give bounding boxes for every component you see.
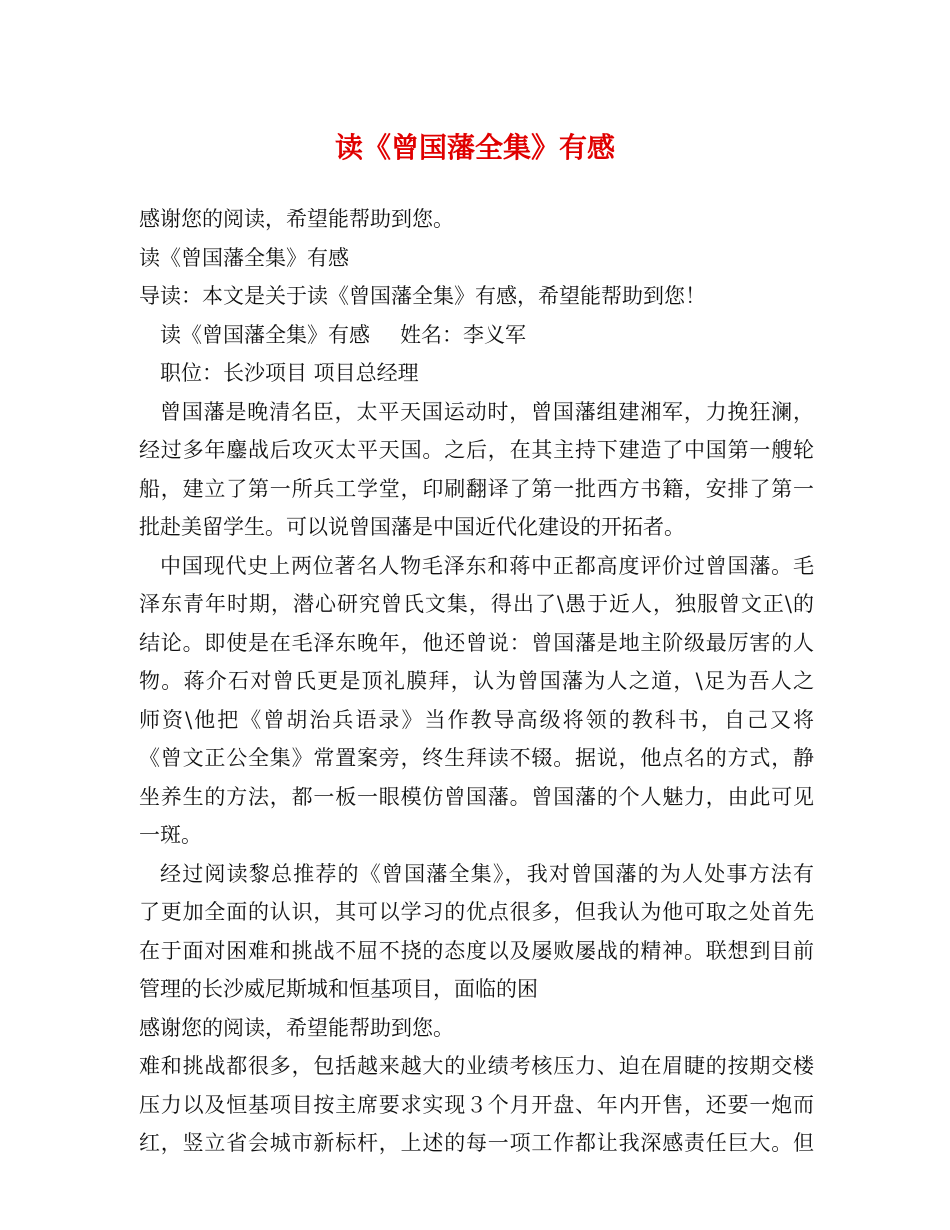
document-title: 读《曾国藩全集》有感 xyxy=(334,131,615,164)
paragraph-line: 曾国藩是晚清名臣，太平天国运动时，曾国藩组建湘军，力挽狂澜， xyxy=(160,399,814,424)
paragraph-line: 师资\他把《曾胡治兵语录》当作教导高级将领的教科书，自己又将 xyxy=(139,707,814,732)
author-name: 姓名：李义军 xyxy=(400,322,526,347)
paragraph-line: 在于面对困难和挑战不屈不挠的态度以及屡败屡战的精神。联想到目前 xyxy=(139,938,814,963)
author-line xyxy=(139,316,814,355)
paragraph-line: 经过阅读黎总推荐的《曾国藩全集》，我对曾国藩的为人处事方法有 xyxy=(160,861,814,886)
paragraph-line: 压力以及恒基项目按主席要求实现３个月开盘、年内开售，还要一炮而 xyxy=(139,1092,814,1117)
document-body xyxy=(139,200,814,1163)
thanks-note-top: 感谢您的阅读，希望能帮助到您。 xyxy=(139,207,454,231)
paragraph-line: 《曾文正公全集》常置案旁，终生拜读不辍。据说，他点名的方式，静 xyxy=(139,746,814,770)
paragraph-line: 坐养生的方法，都一板一眼模仿曾国藩。曾国藩的个人魅力，由此可见 xyxy=(139,784,814,809)
position-line: 职位：长沙项目 项目总经理 xyxy=(160,361,419,385)
paragraph-line: 经过多年鏖战后攻灭太平天国。之后，在其主持下建造了中国第一艘轮 xyxy=(139,438,814,462)
thanks-note-mid: 感谢您的阅读，希望能帮助到您。 xyxy=(139,1015,454,1040)
paragraph-line: 了更加全面的认识，其可以学习的优点很多，但我认为他可取之处首先 xyxy=(139,900,814,924)
paragraph-line: 物。蒋介石对曾氏更是顶礼膜拜，认为曾国藩为人之道，\足为吾人之 xyxy=(139,669,814,693)
paragraph-line: 难和挑战都很多，包括越来越大的业绩考核压力、迫在眉睫的按期交楼 xyxy=(139,1054,814,1078)
paragraph-line: 结论。即使是在毛泽东晚年，他还曾说：曾国藩是地主阶级最厉害的人 xyxy=(139,630,814,655)
paragraph-line: 中国现代史上两位著名人物毛泽东和蒋中正都高度评价过曾国藩。毛 xyxy=(160,553,814,578)
guide-text: 导读：本文是关于读《曾国藩全集》有感，希望能帮助到您！ xyxy=(139,284,706,308)
paragraph-line: 红，竖立省会城市新标杆，上述的每一项工作都让我深感责任巨大。但 xyxy=(139,1131,814,1155)
paragraph-line: 批赴美留学生。可以说曾国藩是中国近代化建设的开拓者。 xyxy=(139,515,685,539)
subtitle: 读《曾国藩全集》有感 xyxy=(139,245,349,270)
paragraph-line: 一斑。 xyxy=(139,823,202,847)
author-title: 读《曾国藩全集》有感 xyxy=(160,322,370,347)
paragraph-line: 管理的长沙威尼斯城和恒基项目，面临的困 xyxy=(139,977,538,1001)
paragraph-line: 船，建立了第一所兵工学堂，印刷翻译了第一批西方书籍，安排了第一 xyxy=(139,476,814,501)
paragraph-line: 泽东青年时期，潜心研究曾氏文集，得出了\愚于近人，独服曾文正\的 xyxy=(139,592,814,616)
